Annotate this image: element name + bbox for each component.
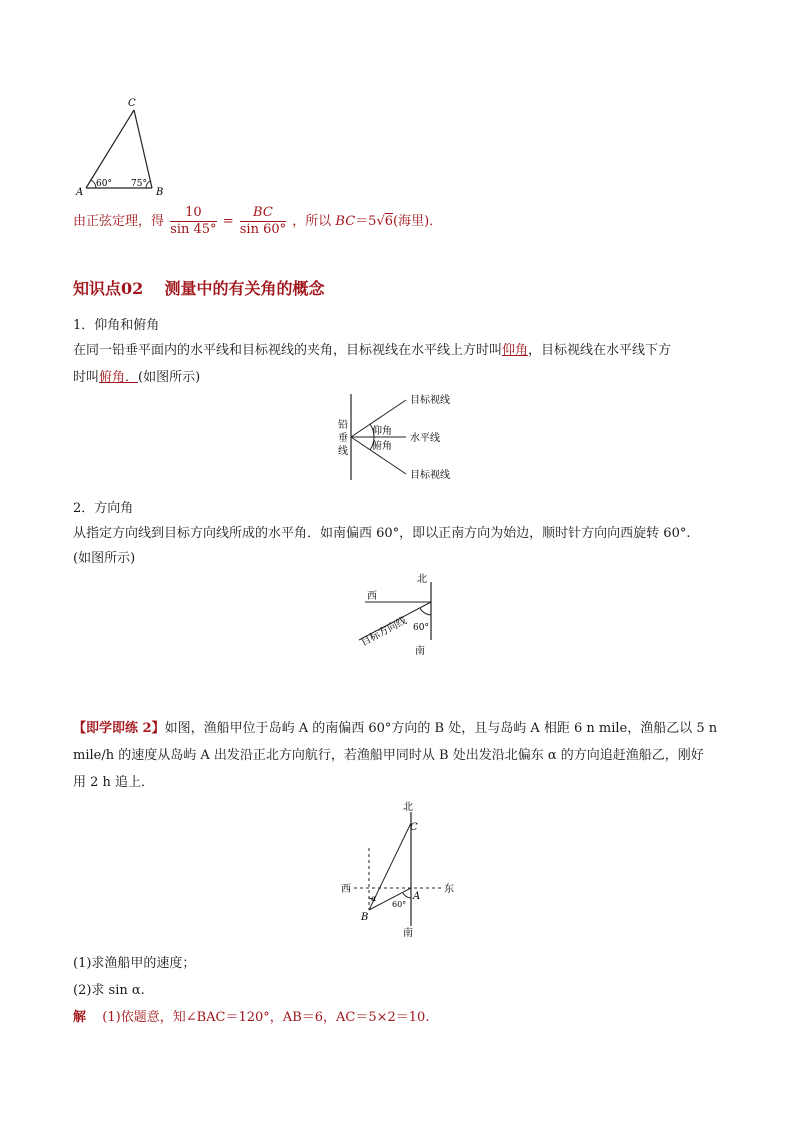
answer-label: 解 bbox=[73, 1010, 87, 1025]
item1-text-b: ，目标视线在水平线下方 bbox=[528, 343, 672, 358]
vertex-c-label: C bbox=[128, 98, 136, 109]
target-line-top-label: 目标视线 bbox=[410, 395, 450, 406]
elevation-depression-figure bbox=[334, 390, 464, 482]
answer-line bbox=[73, 1006, 429, 1025]
item1-text-a: 在同一铅垂平面内的水平线和目标视线的夹角，目标视线在水平线上方时叫 bbox=[73, 343, 503, 358]
point-b-label: B bbox=[361, 912, 369, 923]
target-line-bottom-label: 目标视线 bbox=[410, 470, 450, 481]
term-elevation-angle: 仰角 bbox=[502, 343, 529, 358]
fraction-1-numerator: 10 bbox=[170, 205, 216, 222]
item1-text-c: 时叫 bbox=[73, 370, 100, 385]
point-c-label: C bbox=[410, 822, 418, 833]
item1-line2 bbox=[73, 366, 200, 385]
boat-chase-figure bbox=[338, 798, 462, 942]
item2-heading: 2．方向角 bbox=[73, 501, 134, 516]
boat-angle-label: 60° bbox=[392, 900, 407, 909]
target-direction-label: 目标方向线 bbox=[359, 615, 409, 649]
sqrt-sign: √ bbox=[376, 214, 385, 229]
sqrt-value: 6 bbox=[384, 214, 394, 229]
boat-south-label: 南 bbox=[403, 928, 413, 939]
item1-text-d: (如图所示) bbox=[138, 370, 201, 385]
boat-north-label: 北 bbox=[403, 802, 413, 813]
west-label: 西 bbox=[367, 591, 377, 602]
alpha-label: α bbox=[371, 894, 377, 903]
practice-line1 bbox=[73, 717, 717, 736]
plumb-line-char-2: 垂 bbox=[338, 433, 348, 444]
equals-sign: = bbox=[222, 214, 234, 229]
item1-line1 bbox=[73, 339, 671, 358]
section-title: 测量中的有关角的概念 bbox=[164, 279, 325, 298]
practice-line3: 用 2 h 追上． bbox=[73, 775, 155, 790]
item1-heading: 1．仰角和俯角 bbox=[73, 318, 160, 333]
south-label: 南 bbox=[415, 646, 425, 657]
plumb-line-char-1: 铅 bbox=[338, 420, 348, 431]
solution-text-b: ＝5 bbox=[355, 214, 377, 229]
solution-text-c: (海里)． bbox=[393, 214, 443, 229]
item2-line1: 从指定方向线到目标方向线所成的水平角．如南偏西 60°，即以正南方向为始边，顺时针方向向西旋转 60°. bbox=[73, 526, 691, 541]
solution-text-a: ，所以 bbox=[292, 214, 336, 229]
section-number: 知识点02 bbox=[73, 279, 144, 298]
question-2: (2)求 sin α. bbox=[73, 983, 145, 998]
solution-prefix: 由正弦定理，得 bbox=[73, 214, 165, 229]
term-depression-angle: 俯角． bbox=[99, 370, 139, 385]
fraction-2-denominator: sin 60° bbox=[239, 222, 287, 237]
section-heading bbox=[73, 276, 324, 299]
vertex-b-label: B bbox=[156, 187, 164, 198]
direction-angle-label: 60° bbox=[413, 623, 429, 633]
horizontal-line-label: 水平线 bbox=[410, 433, 440, 444]
vertex-a-label: A bbox=[76, 187, 84, 198]
angle-b-label: 75° bbox=[131, 179, 147, 189]
triangle-figure bbox=[70, 96, 180, 200]
fraction-2-numerator: BC bbox=[240, 205, 286, 222]
practice-tag: 【即学即练 2】 bbox=[73, 721, 165, 736]
boat-west-label: 西 bbox=[341, 884, 351, 895]
fraction-1-denominator: sin 45° bbox=[170, 222, 217, 237]
solution-line bbox=[73, 205, 442, 238]
practice-text-1: 如图，渔船甲位于岛屿 A 的南偏西 60°方向的 B 处，且与岛屿 A 相距 6 n mile，渔船乙以 5 n bbox=[164, 721, 718, 736]
boat-east-label: 东 bbox=[444, 884, 454, 895]
point-a-label: A bbox=[413, 891, 421, 902]
direction-angle-figure bbox=[345, 570, 445, 658]
elevation-angle-label: 仰角 bbox=[372, 426, 392, 437]
solution-bc: BC bbox=[335, 214, 356, 229]
depression-angle-label: 俯角 bbox=[372, 441, 392, 452]
plumb-line-char-3: 线 bbox=[338, 446, 348, 457]
angle-a-label: 60° bbox=[96, 179, 112, 189]
fraction-2 bbox=[240, 205, 286, 238]
fraction-1 bbox=[170, 205, 216, 238]
north-label: 北 bbox=[417, 574, 427, 585]
item2-line2: (如图所示) bbox=[73, 551, 136, 566]
practice-line2: mile/h 的速度从岛屿 A 出发沿正北方向航行，若渔船甲同时从 B 处出发沿北偏东 α 的方向追赶渔船乙，刚好 bbox=[73, 748, 704, 763]
answer-text: (1)依题意，知∠BAC＝120°，AB＝6，AC＝5×2＝10. bbox=[102, 1010, 430, 1025]
question-1: (1)求渔船甲的速度； bbox=[73, 956, 196, 971]
